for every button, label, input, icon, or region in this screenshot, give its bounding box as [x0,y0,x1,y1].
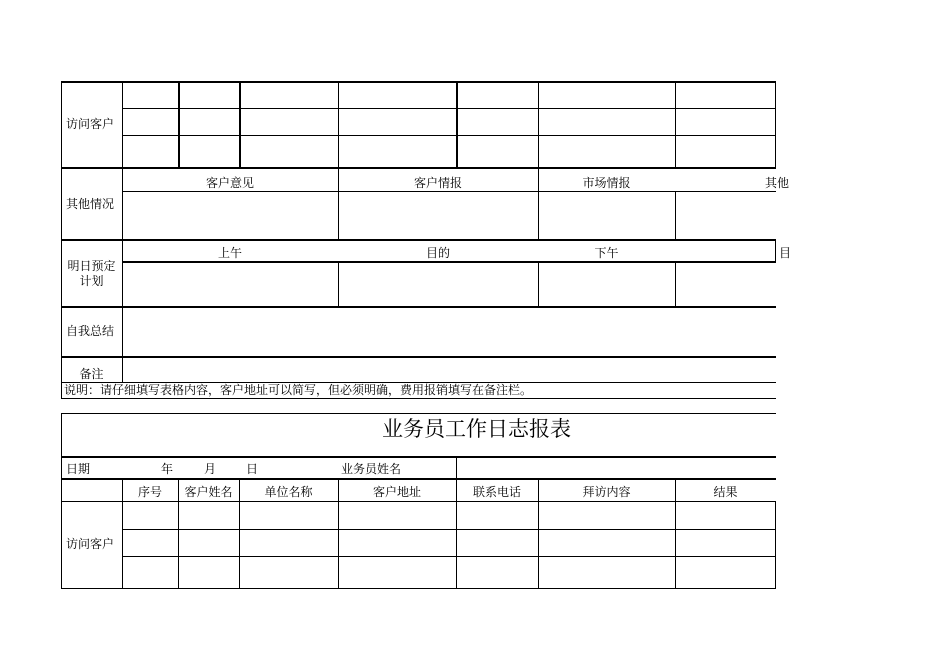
report-title: 业务员工作日志报表 [382,417,571,441]
salesperson-name-field[interactable] [457,457,775,478]
day-label: 日 [246,462,259,476]
plan-header-purpose: 目的 [425,246,450,260]
self-summary-label: 自我总结 [66,324,115,338]
column-header-customer-name: 客户姓名 [184,485,233,499]
date-label: 日期 [66,462,91,476]
plan-header-morning: 上午 [217,246,242,260]
header-other: 其他 [765,176,790,190]
column-header-visit-content: 拜访内容 [582,485,631,499]
column-header-phone: 联系电话 [472,485,521,499]
remarks-label: 备注 [79,367,104,381]
plan-header-purpose-2: 目 [779,246,792,260]
instructions-note: 说明：请仔细填写表格内容，客户地址可以简写，但必须明确，费用报销填写在备注栏。 [64,383,533,397]
plan-header-afternoon: 下午 [594,246,619,260]
column-header-result: 结果 [713,485,738,499]
salesperson-name-label: 业务员姓名 [341,462,402,476]
visit-customer-label: 访问客户 [66,117,115,131]
tomorrow-plan-label-line1: 明日预定 [67,259,116,273]
header-customer-intel: 客户情报 [413,176,462,190]
column-header-company-name: 单位名称 [264,485,313,499]
tomorrow-plan-label-line2: 计划 [79,274,104,288]
header-market-intel: 市场情报 [582,176,631,190]
header-customer-opinion: 客户意见 [205,176,254,190]
column-header-number: 序号 [137,485,162,499]
column-header-customer-address: 客户地址 [372,485,421,499]
month-label: 月 [204,462,217,476]
visit-customer-label-2: 访问客户 [66,537,115,551]
year-label: 年 [161,462,174,476]
other-situation-label: 其他情况 [66,197,115,211]
